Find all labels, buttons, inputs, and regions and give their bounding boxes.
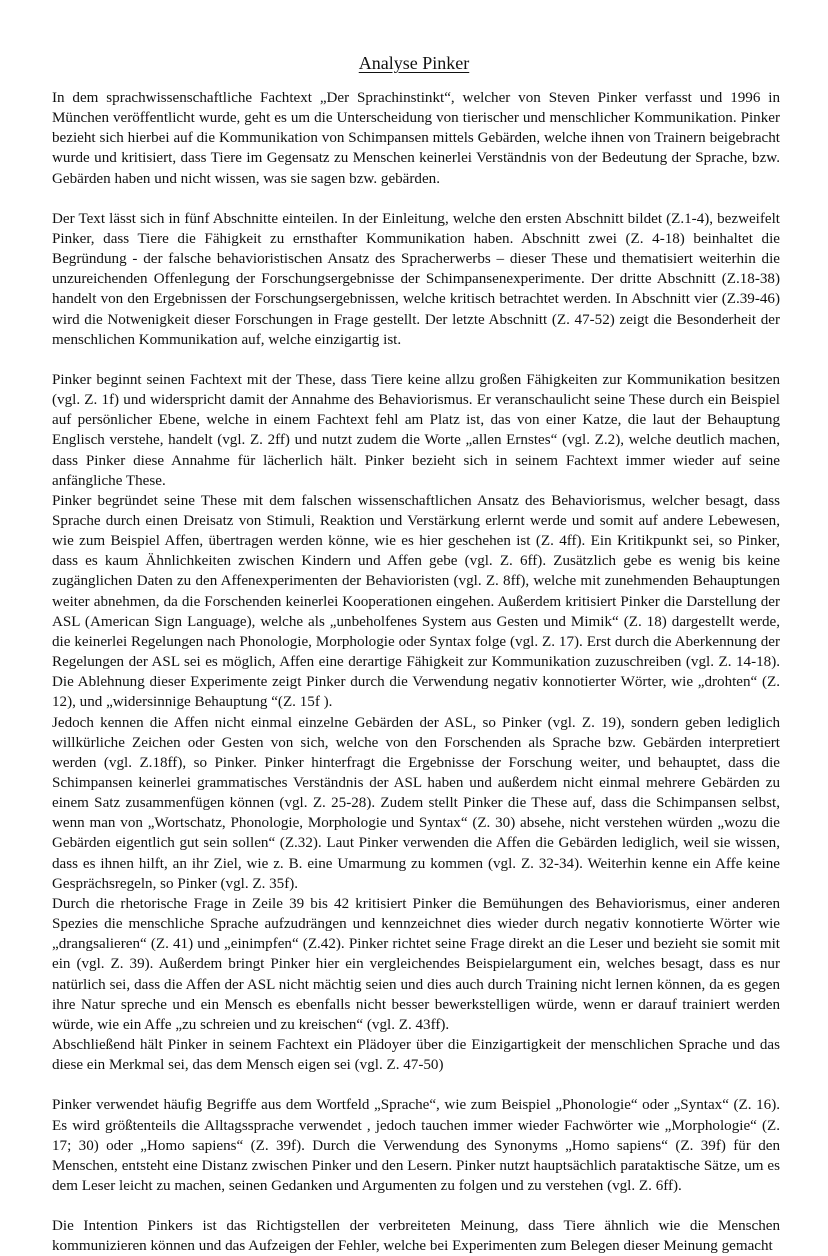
paragraph-conclusion: Abschließend hält Pinker in seinem Fachtext ein Plädoyer über die Einzigartigkeit der menschlichen Sprache und das diese ein Merkmal sei, das dem Mensch eigen sei (vgl. Z. 47-50) — [52, 1037, 780, 1074]
paragraph-intention: Die Intention Pinkers ist das Richtigstellen der verbreiteten Meinung, dass Tiere ähnlich wie die Menschen kommunizieren können und das Aufzeigen der Fehler, welche bei Experimenten zum Belegen dieser Meinung gemacht — [52, 1218, 780, 1255]
document-title — [0, 52, 828, 74]
paragraph-rhetorical-question: Durch die rhetorische Frage in Zeile 39 bis 42 kritisiert Pinker die Bemühungen des Behaviorismus, einer anderen Spezies die menschliche Sprache aufzudrängen und kennzeichnet dies wieder durch negativ konnotierte Wörter wie „drangsalieren“ (Z. 41) und „einimpfen“ (Z.42). Pinker richtet seine Frage direkt an die Leser und bezieht sie somit mit ein (vgl. Z. 39). Außerdem bringt Pinker hier ein vergleichendes Beispielargument ein, welches besagt, dass es nur natürlich sei, dass die Affen der ASL nicht mächtig seien und dies auch durch Training nicht lernen können, da es gegen ihre Natur spreche und ein Mensch es ebenfalls nicht besser bewerkstelligen würde, wenn er darauf trainiert werden würde, wie ein Affe „zu schreien und zu kreischen“ (vgl. Z. 43ff). — [52, 895, 780, 1033]
paragraph-reasoning: Pinker begründet seine These mit dem falschen wissenschaftlichen Ansatz des Behaviorismus, welcher besagt, dass Sprache durch einen Dreisatz von Stimuli, Reaktion und Verstärkung erlernt werde und somit auf andere Lebewesen, wie zum Beispiel Affen, übertragen werden könne, wie es hier geschehen ist (Z. 4ff). Ein Kritikpunkt sei, so Pinker, dass es kaum Ähnlichkeiten zwischen Kindern und Affen gebe (vgl. Z. 6ff). Zusätzlich gebe es wenig bis keine zugänglichen Daten zu den Affenexperimenten der Behavioristen (vgl. Z. 8ff), welche mit zunehmenden Behauptungen weiter abnehmen, da die Forschenden keinerlei Kooperationen eingehen. Außerdem kritisiert Pinker die Darstellung der ASL (American Sign Language), welche als „unbeholfenes System aus Gesten und Mimik“ (Z. 18) dargestellt werde, die keinerlei Regelungen nach Phonologie, Morphologie oder Syntax folge (vgl. Z. 17). Erst durch die Aberkennung der Regelungen der ASL sei es möglich, Affen eine derartige Fähigkeit zur Kommunikation zuzuschreiben (vgl. Z. 14-18). Die Ablehnung dieser Experimente zeigt Pinker durch die Verwendung negativ konnotierter Wörter, wie „drohten“ (Z. 12), und „widersinnige Behauptung “(Z. 15f ). — [52, 492, 780, 711]
paragraph-results: Jedoch kennen die Affen nicht einmal einzelne Gebärden der ASL, so Pinker (vgl. Z. 19), sondern geben lediglich willkürliche Zeichen oder Gesten von sich, welche von den Forschenden als Sprache bzw. Gebärden interpretiert werden (vgl. Z.18ff), so Pinker. Pinker hinterfragt die Ergebnisse der Forschung weiter, und behauptet, dass die Schimpansen keinerlei grammatisches Verständnis der ASL haben und außerdem nicht einmal mehrere Gebärden zu einem Satz zusammenfügen können (vgl. Z. 25-28). Zudem stellt Pinker die These auf, dass die Schimpansen selbst, wenn man von „Wortschatz, Phonologie, Morphologie und Syntax“ (Z. 30) absehe, nicht verstehen würden „wozu die Gebärden eigentlich gut sein sollen“ (Z.32). Laut Pinker verwenden die Affen die Gebärden lediglich, weil sie wissen, dass es ihnen hilft, an ihr Ziel, wie z. B. eine Umarmung zu kommen (vgl. Z. 32-34). Weiterhin kenne ein Affe keine Gesprächsregeln, so Pinker (vgl. Z. 35f). — [52, 714, 780, 892]
paragraph-structure: Der Text lässt sich in fünf Abschnitte einteilen. In der Einleitung, welche den ersten Abschnitt bildet (Z.1-4), bezweifelt Pinker, dass Tiere die Fähigkeit zu ernsthafter Kommunikation haben. Abschnitt zwei (Z. 4-18) beinhaltet die Begründung - der falsche behavioristischen Ansatz des Spracherwerbs – dieser These und thematisiert weiterhin die unzureichenden Offenlegung der Forschungsergebnisse der Schimpansenexperimente. Der dritte Abschnitt (Z.18-38) handelt von den Ergebnissen der Forschungsergebnissen, welche kritisch betrachtet werden. In Abschnitt vier (Z.39-46) wird die Notwenigkeit dieser Forschungen in Frage gestellt. Der letzte Abschnitt (Z. 47-52) zeigt die Besonderheit der menschlichen Kommunikation auf, welche einzigartig ist. — [52, 210, 780, 348]
document-body — [52, 88, 780, 1256]
document-title-text: Analyse Pinker — [358, 53, 470, 73]
paragraph-language: Pinker verwendet häufig Begriffe aus dem Wortfeld „Sprache“, wie zum Beispiel „Phonologie“ oder „Syntax“ (Z. 16). Es wird größtenteils die Alltagssprache verwendet , jedoch tauchen immer wieder Fachwörter wie „Morphologie“ (Z. 17; 30) oder „Homo sapiens“ (Z. 39f). Durch die Verwendung des Synonyms „Homo sapiens“ (Z. 39f) für den Menschen, entsteht eine Distanz zwischen Pinker und den Lesern. Pinker nutzt hauptsächlich parataktische Sätze, um es dem Leser leicht zu machen, seinen Gedanken und Argumenten zu folgen und zu verstehen (vgl. Z. 6ff). — [52, 1097, 780, 1194]
paragraph-introduction: In dem sprachwissenschaftliche Fachtext „Der Sprachinstinkt“, welcher von Steven Pinker verfasst und 1996 in München veröffentlicht wurde, geht es um die Unterscheidung von tierischer und menschlicher Kommunikation. Pinker bezieht sich hierbei auf die Kommunikation von Schimpansen mittels Gebärden, welche ihnen von Trainern beigebracht wurde und kritisiert, dass Tiere im Gegensatz zu Menschen keinerlei Verständnis von der Bedeutung der Sprache, bzw. Gebärden haben und nicht wissen, was sie sagen bzw. gebärden. — [52, 90, 780, 187]
paragraph-thesis: Pinker beginnt seinen Fachtext mit der These, dass Tiere keine allzu großen Fähigkeiten zur Kommunikation besitzen (vgl. Z. 1f) und widerspricht damit der Annahme des Behaviorismus. Er veranschaulicht seine These durch ein Beispiel auf persönlicher Ebene, welche in einem Fachtext fehl am Platz ist, das von einer Katze, die laut der Behauptung Englisch verstehe, handelt (vgl. Z. 2ff) und nutzt zudem die Worte „allen Ernstes“ (vgl. Z.2), welche deutlich machen, dass Pinker diese Annahme für lächerlich hält. Pinker bezieht sich in seinem Fachtext immer wieder auf seine anfängliche These. — [52, 371, 780, 489]
